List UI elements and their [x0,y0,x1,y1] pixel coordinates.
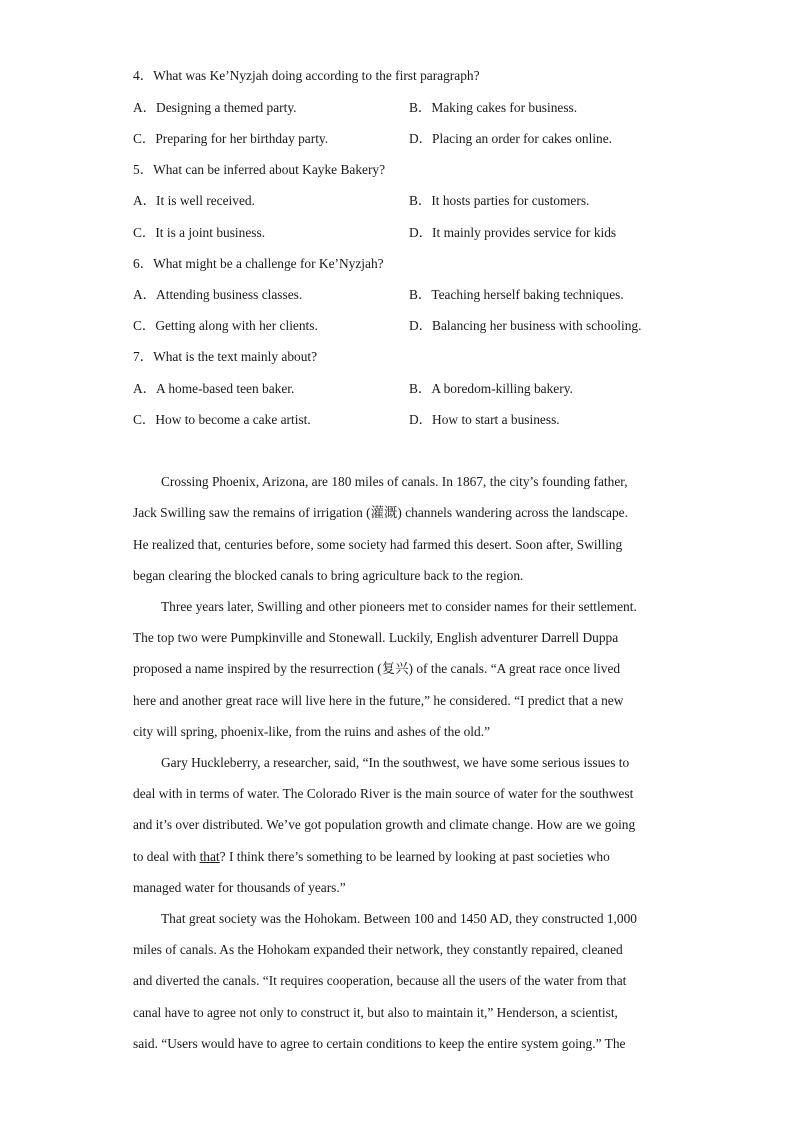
question-6-option-b: B．Teaching herself baking techniques. [409,287,624,302]
passage-p2-line: city will spring, phoenix-like, from the ruins and ashes of the old.” [133,724,491,739]
passage-p1-line: Jack Swilling saw the remains of irrigation (灌溉) channels wandering across the landscape. [133,505,628,520]
passage-p3-line-with-underline [133,850,610,863]
question-7-option-c: C．How to become a cake artist. [133,412,311,427]
question-7-option-d: D．How to start a business. [409,412,560,427]
passage-p1-line: Crossing Phoenix, Arizona, are 180 miles of canals. In 1867, the city’s founding father, [161,474,628,489]
passage-p3-line: deal with in terms of water. The Colorado River is the main source of water for the southwest [133,786,634,801]
question-4-option-c: C．Preparing for her birthday party. [133,131,329,146]
question-5-stem: 5．What can be inferred about Kayke Bakery? [133,162,386,177]
question-5-option-c: C．It is a joint business. [133,225,266,240]
passage-p4-line: miles of canals. As the Hohokam expanded their network, they constantly repaired, cleaned [133,942,623,957]
passage-p1-line: began clearing the blocked canals to bring agriculture back to the region. [133,568,524,583]
passage-p4-line: canal have to agree not only to construct it, but also to maintain it,” Henderson, a scientist, [133,1005,618,1020]
question-6-option-d: D．Balancing her business with schooling. [409,318,642,333]
passage-p3-line: managed water for thousands of years.” [133,880,346,895]
question-4-option-b: B．Making cakes for business. [409,100,578,115]
passage-p2-line: proposed a name inspired by the resurrection (复兴) of the canals. “A great race once lived [133,661,621,676]
question-5-option-b: B．It hosts parties for customers. [409,193,590,208]
passage-text: to deal with [133,849,200,864]
question-6-option-c: C．Getting along with her clients. [133,318,318,333]
question-5-option-d: D．It mainly provides service for kids [409,225,617,240]
passage-p2-line: Three years later, Swilling and other pioneers met to consider names for their settlement. [161,599,637,614]
question-4-option-d: D．Placing an order for cakes online. [409,131,613,146]
question-6-option-a: A．Attending business classes. [133,287,303,302]
question-6-stem: 6．What might be a challenge for Ke’Nyzjah? [133,256,384,271]
passage-p2-line: here and another great race will live here in the future,” he considered. “I predict that a new [133,693,624,708]
passage-p4-line: That great society was the Hohokam. Between 100 and 1450 AD, they constructed 1,000 [161,911,637,926]
question-7-stem: 7．What is the text mainly about? [133,349,318,364]
question-7-option-b: B．A boredom-killing bakery. [409,381,573,396]
question-7-option-a: A．A home-based teen baker. [133,381,295,396]
passage-p4-line: said. “Users would have to agree to certain conditions to keep the entire system going.” The [133,1036,626,1051]
passage-p4-line: and diverted the canals. “It requires cooperation, because all the users of the water from that [133,973,627,988]
passage-p3-line: and it’s over distributed. We’ve got population growth and climate change. How are we going [133,817,636,832]
passage-p1-line: He realized that, centuries before, some society had farmed this desert. Soon after, Swilling [133,537,623,552]
underlined-word: that [199,849,220,864]
question-4-option-a: A．Designing a themed party. [133,100,297,115]
passage-p3-line: Gary Huckleberry, a researcher, said, “In the southwest, we have some serious issues to [161,755,630,770]
passage-p2-line: The top two were Pumpkinville and Stonewall. Luckily, English adventurer Darrell Duppa [133,630,619,645]
question-4-stem: 4．What was Ke’Nyzjah doing according to the first paragraph? [133,68,480,83]
passage-text: ? I think there’s something to be learned by looking at past societies who [219,849,610,864]
question-5-option-a: A．It is well received. [133,193,255,208]
